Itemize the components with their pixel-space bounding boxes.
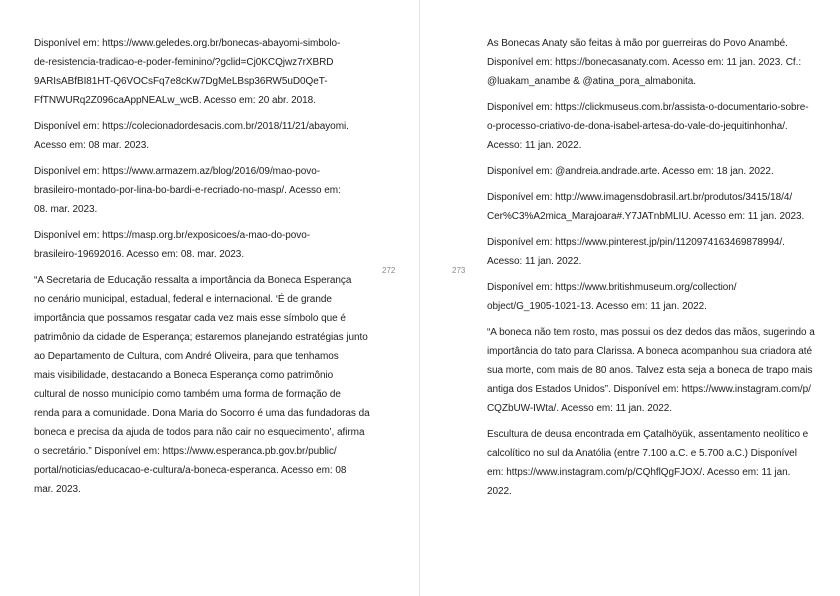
note-paragraph <box>487 98 813 155</box>
note-line: brasileiro-montado-por-lina-bo-bardi-e-recriado-no-masp/. Acesso em: <box>34 185 341 196</box>
note-line: Cer%C3%A2mica_Marajoara#.Y7JATnbMLIU. Acesso em: 11 jan. 2023. <box>487 211 805 222</box>
note-line: importância do tato para Clarissa. A boneca acompanhou sua criadora até <box>487 346 812 357</box>
left-page-notes <box>34 34 370 506</box>
note-line: Disponível em: http://www.imagensdobrasil.art.br/produtos/3415/18/4/ <box>487 192 793 203</box>
note-line: o secretário.” Disponível em: https://www.esperanca.pb.gov.br/public/ <box>34 446 337 457</box>
note-line: As Bonecas Anaty são feitas à mão por guerreiras do Povo Anambé. <box>487 38 788 49</box>
note-paragraph <box>34 117 360 155</box>
note-line: Acesso: 11 jan. 2022. <box>487 256 582 267</box>
note-line: calcolítico no sul da Anatólia (entre 7.100 a.C. e 5.700 a.C.) Disponível <box>487 448 797 459</box>
note-line: importância que possamos resgatar cada vez mais esse símbolo que é <box>34 313 346 324</box>
note-paragraph <box>34 226 360 264</box>
page-number-left: 272 <box>382 266 396 275</box>
note-line: Disponível em: https://colecionadordesacis.com.br/2018/11/21/abayomi. <box>34 121 349 132</box>
note-line: Disponível em: https://www.britishmuseum.org/collection/ <box>487 282 737 293</box>
note-line: no cenário municipal, estadual, federal e internacional. ‘É de grande <box>34 294 332 305</box>
note-line: Disponível em: @andreia.andrade.arte. Acesso em: 18 jan. 2022. <box>487 166 774 177</box>
note-line: mais visibilidade, destacando a Boneca Esperança como patrimônio <box>34 370 334 381</box>
note-paragraph <box>487 323 813 418</box>
note-line: Disponível em: https://www.armazem.az/blog/2016/09/mao-povo- <box>34 166 321 177</box>
note-line: 2022. <box>487 486 512 497</box>
note-line: patrimônio da cidade de Esperança; estaremos planejando estratégias junto <box>34 332 368 343</box>
note-line: Disponível em: https://masp.org.br/exposicoes/a-mao-do-povo- <box>34 230 311 241</box>
note-paragraph <box>34 271 370 499</box>
note-line: CQZbUW-IWta/. Acesso em: 11 jan. 2022. <box>487 403 673 414</box>
note-paragraph <box>487 278 813 316</box>
note-line: sua morte, com mais de 80 anos. Talvez esta seja a boneca de trapo mais <box>487 365 813 376</box>
note-line: Disponível em: https://clickmuseus.com.br/assista-o-documentario-sobre- <box>487 102 809 113</box>
note-line: Acesso em: 08 mar. 2023. <box>34 140 149 151</box>
note-line: 08. mar. 2023. <box>34 204 98 215</box>
left-page <box>0 0 419 596</box>
note-line: “A boneca não tem rosto, mas possui os dez dedos das mãos, sugerindo a <box>487 327 815 338</box>
note-paragraph <box>487 425 813 501</box>
note-line: 9ARIsABfBI81HT-Q6VOCsFq7e8cKw7DgMeLBsp36RW5uD0QeT- <box>34 76 328 87</box>
right-page <box>420 0 840 596</box>
page-number-right: 273 <box>452 266 466 275</box>
note-paragraph <box>487 188 813 226</box>
note-line: object/G_1905-1021-13. Acesso em: 11 jan. 2022. <box>487 301 707 312</box>
note-line: boneca e precisa da ajuda de todos para não cair no esquecimento’, afirma <box>34 427 365 438</box>
note-line: renda para a comunidade. Dona Maria do Socorro é uma das fundadoras da <box>34 408 370 419</box>
note-line: antiga dos Estados Unidos”. Disponível em: https://www.instagram.com/p/ <box>487 384 811 395</box>
note-line: portal/noticias/educacao-e-cultura/a-boneca-esperanca. Acesso em: 08 <box>34 465 347 476</box>
right-page-notes <box>487 34 813 508</box>
note-line: o-processo-criativo-de-dona-isabel-artesa-do-vale-do-jequitinhonha/. <box>487 121 788 132</box>
note-line: Disponível em: https://bonecasanaty.com. Acesso em: 11 jan. 2023. Cf.: <box>487 57 802 68</box>
note-paragraph <box>34 162 360 219</box>
note-line: em: https://www.instagram.com/p/CQhflQgFJOX/. Acesso em: 11 jan. <box>487 467 791 478</box>
note-paragraph <box>34 34 360 110</box>
note-line: @luakam_anambe & @atina_pora_almabonita. <box>487 76 696 87</box>
note-paragraph <box>487 162 813 181</box>
note-line: Acesso: 11 jan. 2022. <box>487 140 582 151</box>
note-line: Disponível em: https://www.geledes.org.br/bonecas-abayomi-simbolo- <box>34 38 341 49</box>
note-line: ao Departamento de Cultura, com André Oliveira, para que tenhamos <box>34 351 339 362</box>
note-line: “A Secretaria de Educação ressalta a importância da Boneca Esperança <box>34 275 352 286</box>
note-line: Disponível em: https://www.pinterest.jp/pin/1120974163469878994/. <box>487 237 785 248</box>
note-paragraph <box>487 233 813 271</box>
note-line: de-resistencia-tradicao-e-poder-feminino/?gclid=Cj0KCQjwz7rXBRD <box>34 57 334 68</box>
note-line: cultural de nosso município como também uma forma de formação de <box>34 389 341 400</box>
note-line: mar. 2023. <box>34 484 81 495</box>
note-line: brasileiro-19692016. Acesso em: 08. mar. 2023. <box>34 249 245 260</box>
note-paragraph <box>487 34 813 91</box>
note-line: Escultura de deusa encontrada em Çatalhöyük, assentamento neolítico e <box>487 429 809 440</box>
note-line: FfTNWURq2Z096caAppNEALw_wcB. Acesso em: 20 abr. 2018. <box>34 95 316 106</box>
